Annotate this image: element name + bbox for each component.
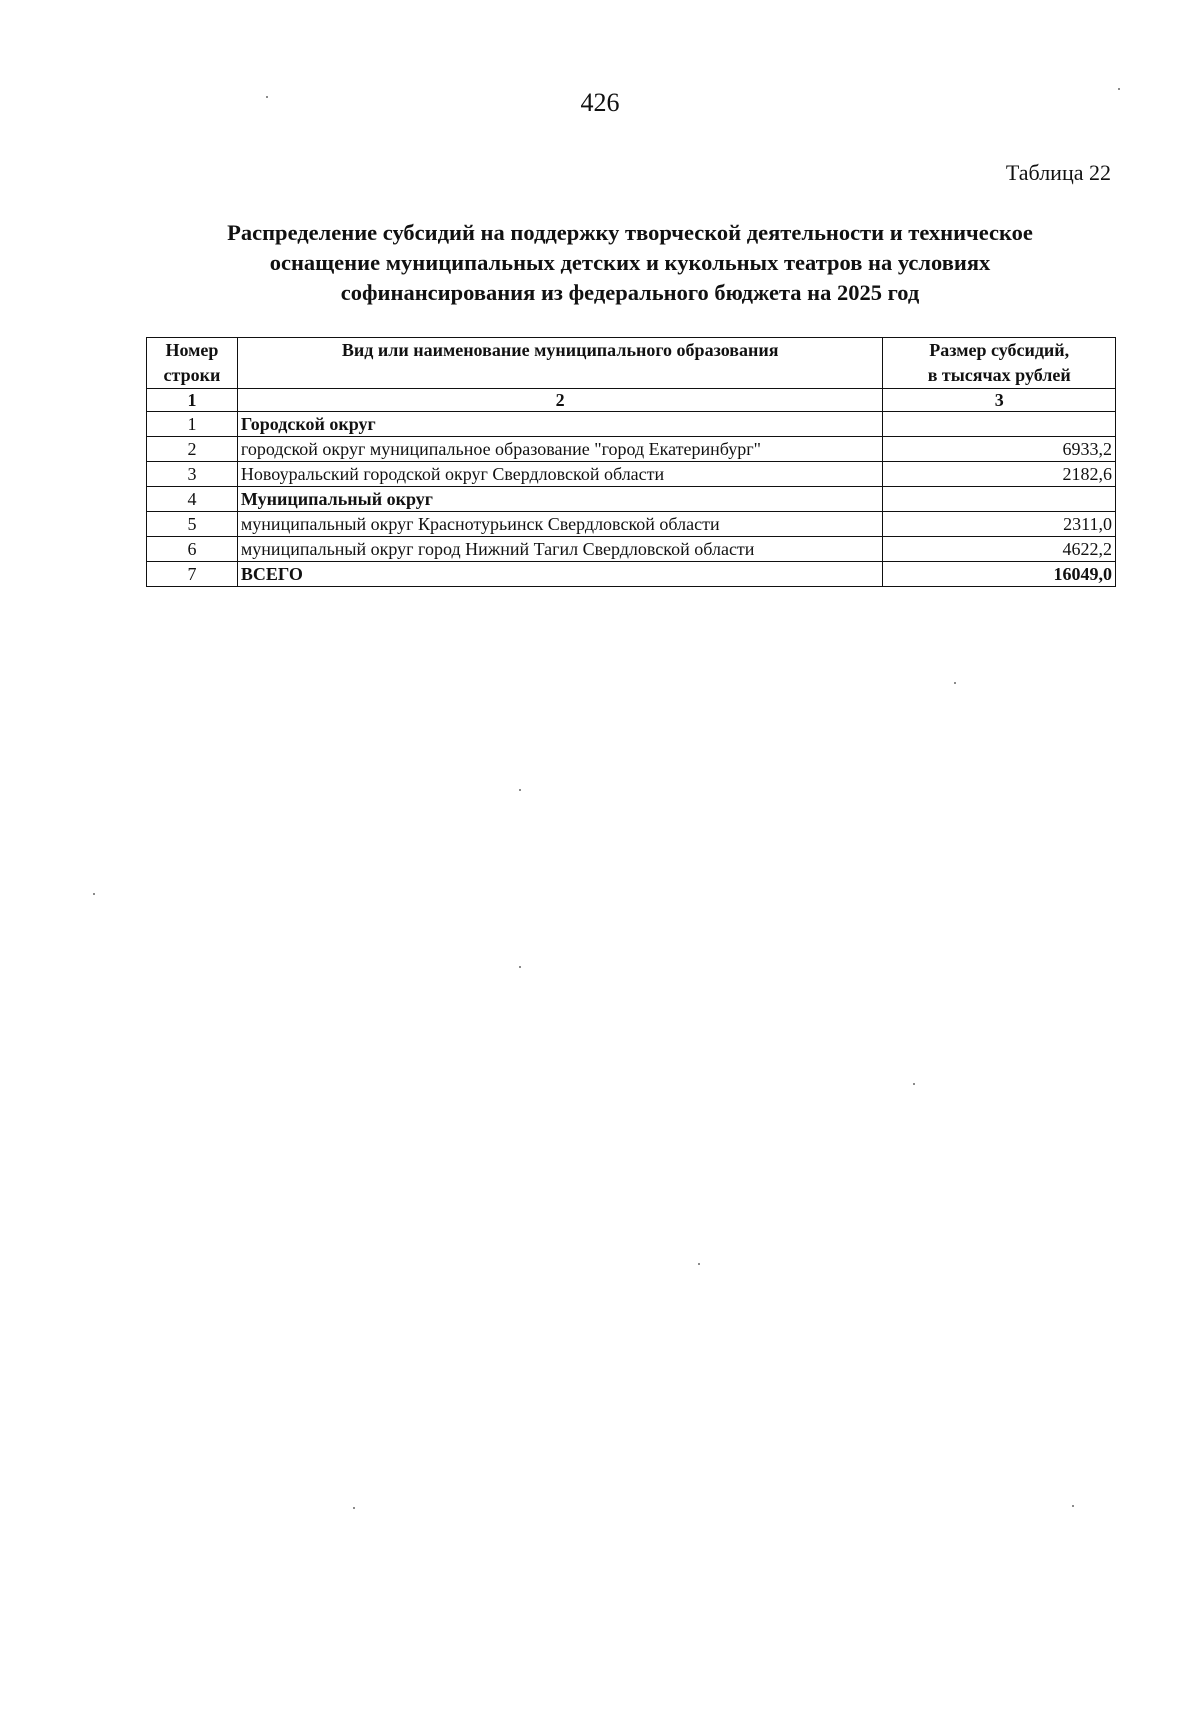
table-total-row bbox=[147, 562, 1116, 587]
table-row bbox=[147, 412, 1116, 437]
scan-speck bbox=[1072, 1505, 1074, 1507]
row-number: 4 bbox=[147, 487, 238, 512]
row-amount: 2311,0 bbox=[883, 512, 1116, 537]
row-number: 3 bbox=[147, 462, 238, 487]
row-amount: 4622,2 bbox=[883, 537, 1116, 562]
table-row bbox=[147, 487, 1116, 512]
row-name: Новоуральский городской округ Свердловской области bbox=[237, 462, 883, 487]
row-number: 2 bbox=[147, 437, 238, 462]
row-name: муниципальный округ город Нижний Тагил Свердловской области bbox=[237, 537, 883, 562]
row-number: 5 bbox=[147, 512, 238, 537]
table-row bbox=[147, 462, 1116, 487]
table-row bbox=[147, 437, 1116, 462]
subsidy-table bbox=[146, 337, 1116, 587]
scan-speck bbox=[1118, 88, 1120, 90]
row-name: Городской округ bbox=[237, 412, 883, 437]
row-amount: 2182,6 bbox=[883, 462, 1116, 487]
column-number: 2 bbox=[237, 389, 883, 412]
table-header-row bbox=[147, 338, 1116, 389]
scan-speck bbox=[519, 966, 521, 968]
table-label: Таблица 22 bbox=[1005, 160, 1111, 185]
row-amount bbox=[883, 487, 1116, 512]
scan-speck bbox=[519, 789, 521, 791]
row-name: Муниципальный округ bbox=[237, 487, 883, 512]
row-amount: 6933,2 bbox=[883, 437, 1116, 462]
header-municipality: Вид или наименование муниципального образования bbox=[237, 338, 883, 389]
column-number: 1 bbox=[147, 389, 238, 412]
table-row bbox=[147, 537, 1116, 562]
row-number: 7 bbox=[147, 562, 238, 587]
scan-speck bbox=[266, 96, 268, 98]
row-amount: 16049,0 bbox=[883, 562, 1116, 587]
scan-speck bbox=[698, 1263, 700, 1265]
row-amount bbox=[883, 412, 1116, 437]
scan-speck bbox=[954, 682, 956, 684]
scan-speck bbox=[913, 1083, 915, 1085]
row-name: ВСЕГО bbox=[237, 562, 883, 587]
header-subsidy-size: Размер субсидий, в тысячах рублей bbox=[883, 338, 1116, 389]
row-number: 6 bbox=[147, 537, 238, 562]
page-number: 426 bbox=[580, 88, 620, 117]
scan-speck bbox=[93, 893, 95, 895]
column-number-row bbox=[147, 389, 1116, 412]
header-row-number: Номер строки bbox=[147, 338, 238, 389]
document-title: Распределение субсидий на поддержку творческой деятельности и техническое оснащение муниципальных детских и кукольных театров на условиях софинансирования из федерального бюджета на 2025 год bbox=[227, 220, 1033, 305]
row-name: муниципальный округ Краснотурьинск Свердловской области bbox=[237, 512, 883, 537]
scan-speck bbox=[353, 1507, 355, 1509]
row-name: городской округ муниципальное образование "город Екатеринбург" bbox=[237, 437, 883, 462]
column-number: 3 bbox=[883, 389, 1116, 412]
row-number: 1 bbox=[147, 412, 238, 437]
table-row bbox=[147, 512, 1116, 537]
